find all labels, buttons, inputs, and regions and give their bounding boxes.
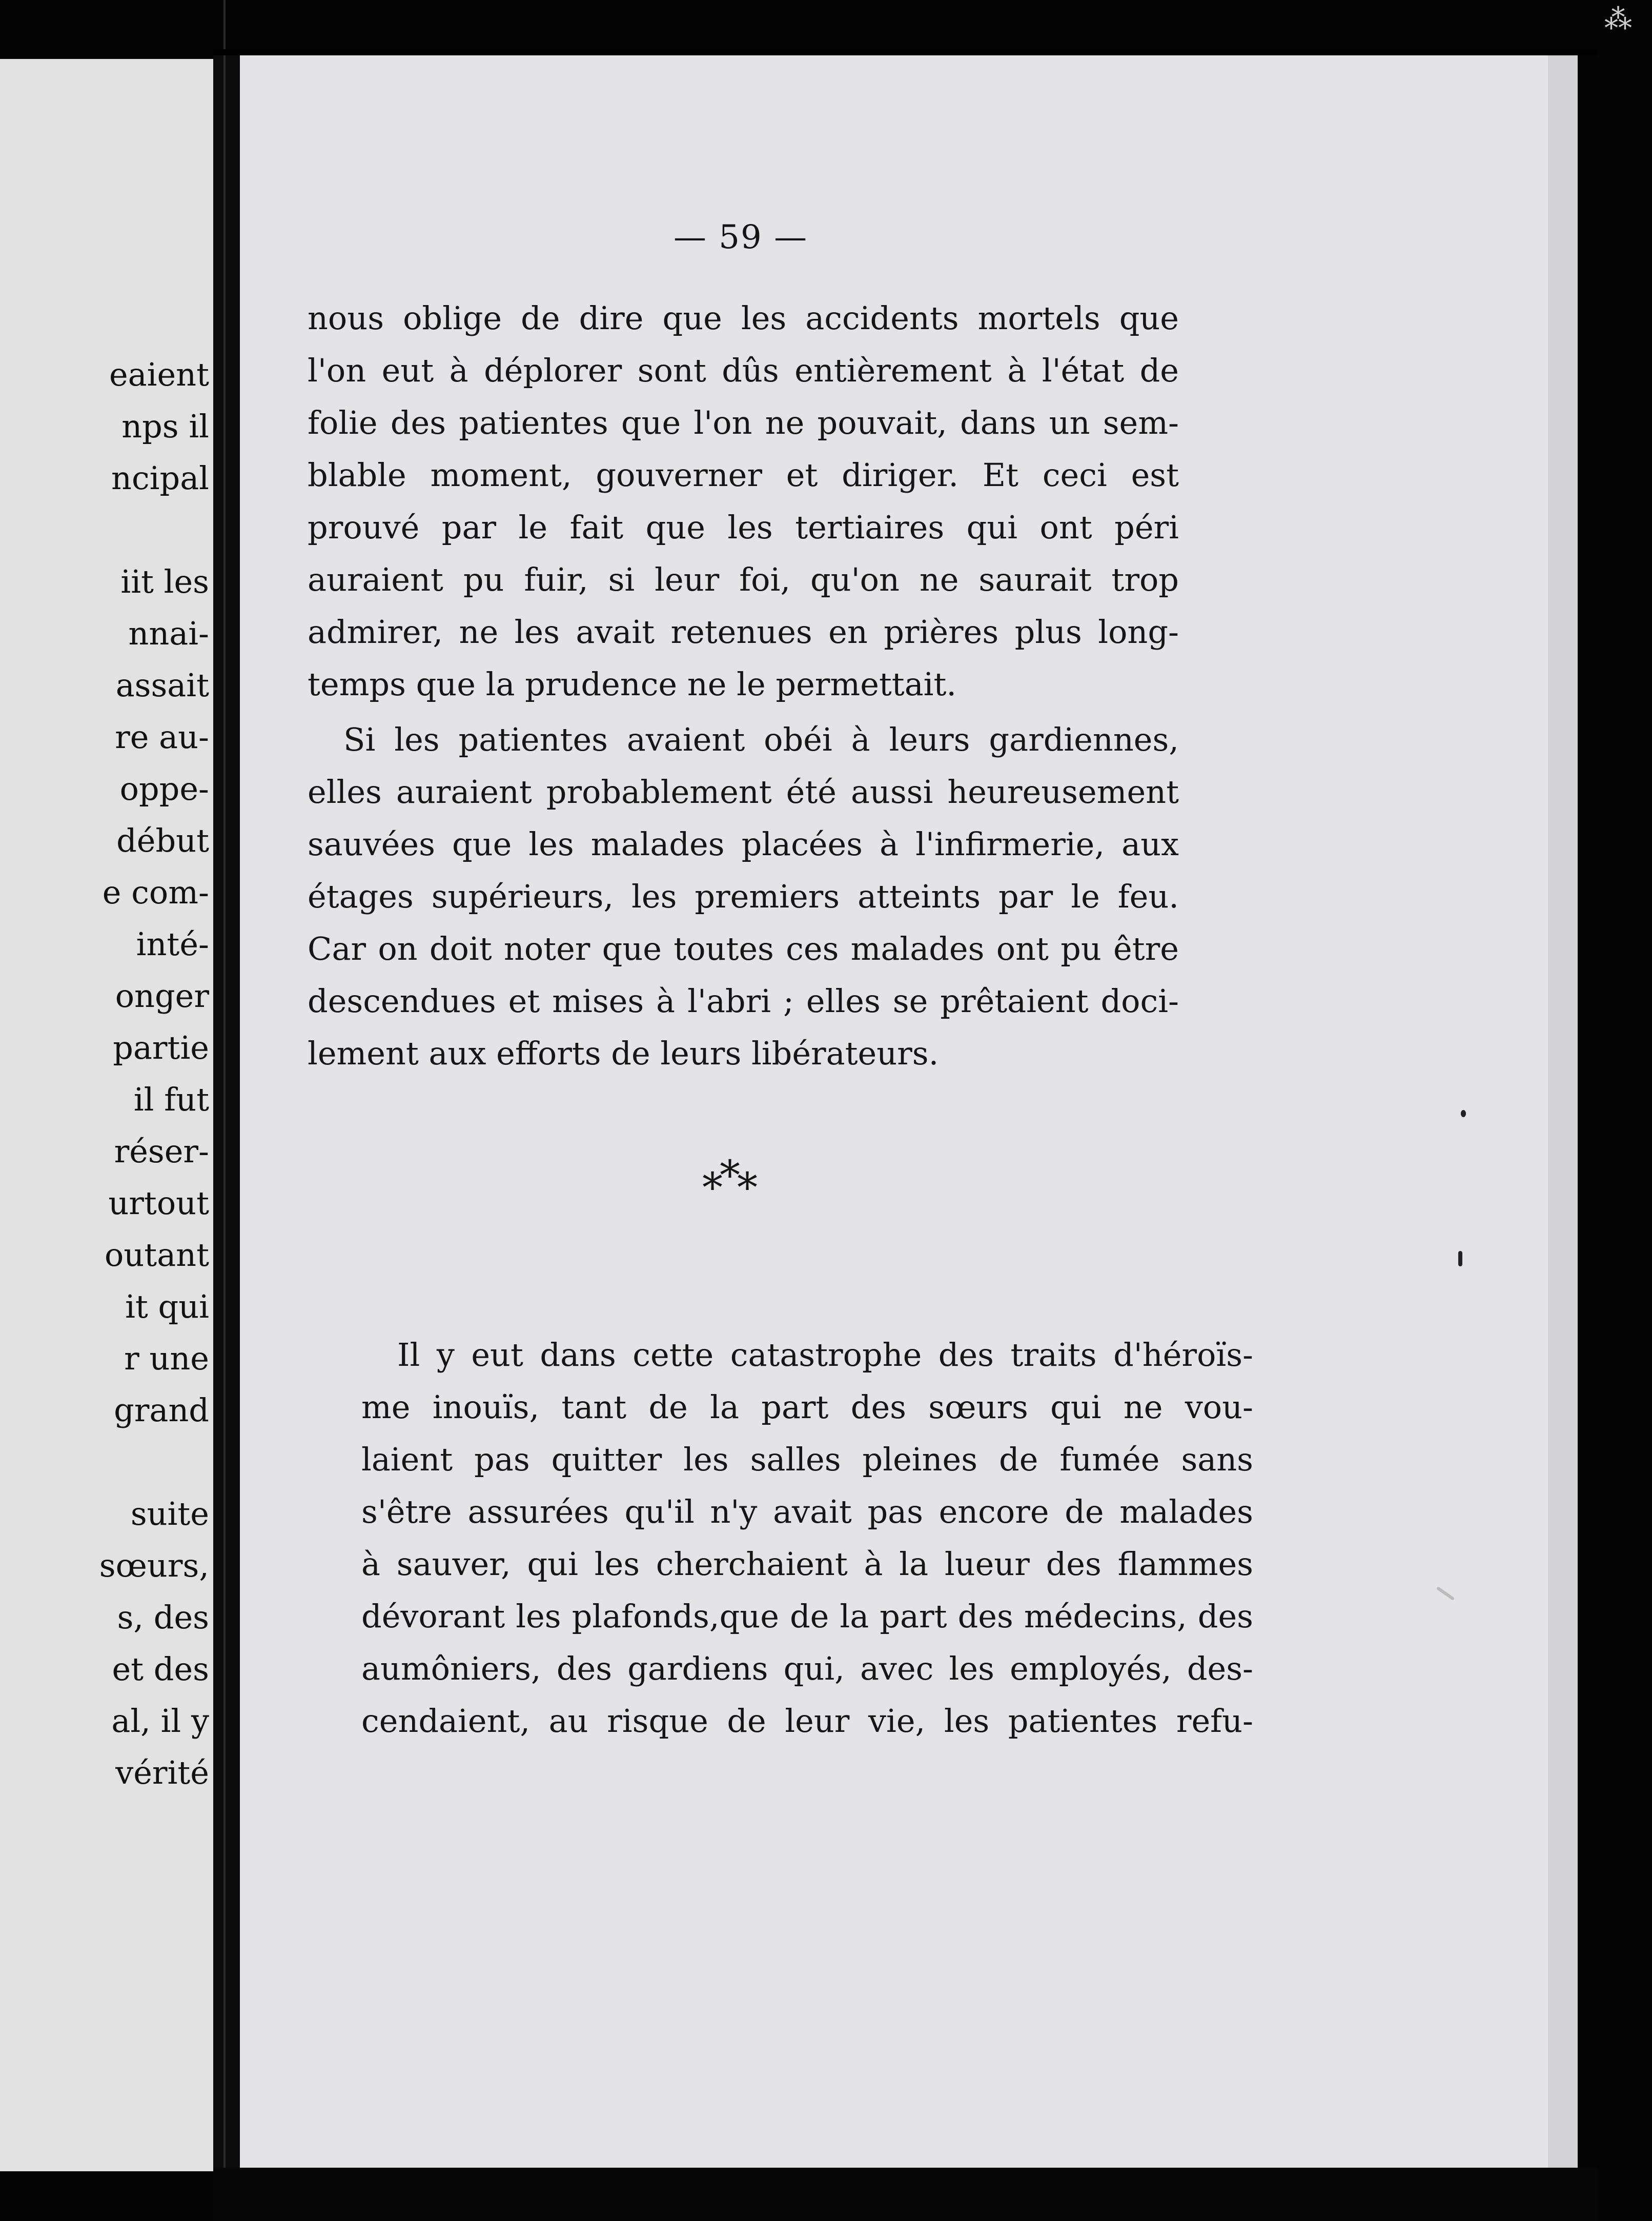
left-line: s, des (117, 1599, 209, 1636)
left-line: partie (113, 1029, 209, 1066)
left-line: assait (115, 667, 209, 704)
left-line: iit les (120, 563, 209, 600)
left-line: ncipal (111, 459, 209, 497)
left-line: nnai- (128, 615, 209, 652)
text-line: dévorant les plafonds,que de la part des médecins, des (361, 1598, 1253, 1635)
left-line: urtout (108, 1184, 209, 1222)
left-line: it qui (125, 1288, 209, 1325)
text-line: l'on eut à déplorer sont dûs entièrement à l'état de (308, 352, 1179, 389)
text-line: me inouïs, tant de la part des sœurs qui ne vou- (361, 1388, 1253, 1426)
left-page-fragment (0, 59, 213, 2171)
left-line: nps il (121, 408, 209, 445)
left-line (4, 504, 209, 556)
paragraph-2 (308, 714, 1179, 1080)
paragraph-1 (308, 292, 1179, 711)
text-line: blable moment, gouverner et diriger. Et ceci est (308, 456, 1179, 494)
page-edge-shadow (1548, 55, 1578, 2168)
text-line: sauvées que les malades placées à l'infirmerie, aux (308, 825, 1179, 863)
left-line: eaient (109, 356, 209, 393)
text-line: aumôniers, des gardiens qui, avec les employés, des- (361, 1650, 1253, 1687)
left-line (4, 1436, 209, 1488)
book-gutter (213, 51, 240, 2221)
left-line: grand (114, 1391, 209, 1429)
left-line: onger (115, 977, 209, 1015)
left-line: outant (105, 1236, 209, 1274)
left-line: début (116, 822, 209, 859)
text-line: laient pas quitter les salles pleines de fumée sans (361, 1441, 1253, 1478)
left-line: al, il y (111, 1702, 209, 1740)
section-separator-asterism (702, 1152, 754, 1212)
text-line: admirer, ne les avait retenues en prières plus long- (308, 613, 1179, 651)
left-line: r une (124, 1340, 209, 1377)
text-line: Si les patientes avaient obéi à leurs gardiennes, (343, 721, 1179, 758)
left-line: réser- (114, 1133, 209, 1170)
top-border (213, 49, 1597, 55)
left-line: suite (130, 1495, 209, 1532)
bottom-border (213, 2168, 1597, 2221)
scan-speck (1458, 1251, 1462, 1266)
left-line: e com- (102, 874, 209, 911)
text-line: lement aux efforts de leurs libérateurs. (308, 1035, 939, 1072)
left-line: vérité (115, 1754, 209, 1791)
left-line: et des (112, 1650, 209, 1688)
text-line: auraient pu fuir, si leur foi, qu'on ne saurait trop (308, 561, 1179, 598)
text-line: étages supérieurs, les premiers atteints par le feu. (308, 878, 1179, 915)
text-line: elles auraient probablement été aussi heureusement (308, 773, 1179, 811)
text-line: descendues et mises à l'abri ; elles se prêtaient doci- (308, 982, 1179, 1020)
asterisk-right: * (737, 1164, 754, 1212)
text-line: nous oblige de dire que les accidents mortels que (308, 299, 1179, 337)
left-line: sœurs, (99, 1547, 209, 1584)
page-number: — 59 — (673, 218, 808, 256)
text-line: temps que la prudence ne le permettait. (308, 665, 957, 703)
text-line: à sauver, qui les cherchaient à la lueur des flammes (361, 1545, 1253, 1583)
left-line: il fut (133, 1081, 209, 1118)
text-line: cendaient, au risque de leur vie, les patientes refu- (361, 1702, 1253, 1740)
text-line: Car on doit noter que toutes ces malades ont pu être (308, 930, 1179, 967)
asterisk-left: * (702, 1164, 720, 1212)
left-page-text (4, 349, 209, 1799)
gutter-divider (223, 0, 226, 2221)
left-line: inté- (136, 925, 209, 963)
scan-corner-mark: ⁂ (1604, 3, 1632, 35)
scan-speck (1461, 1110, 1466, 1117)
left-line: oppe- (119, 770, 209, 807)
text-line: Il y eut dans cette catastrophe des traits d'héroïs- (397, 1336, 1253, 1374)
text-line: prouvé par le fait que les tertiaires qui ont péri (308, 509, 1179, 546)
left-line: re au- (115, 718, 209, 756)
paragraph-3 (361, 1329, 1253, 1747)
text-line: s'être assurées qu'il n'y avait pas encore de malades (361, 1493, 1253, 1530)
text-line: folie des patientes que l'on ne pouvait, dans un sem- (308, 404, 1179, 441)
asterisk-mid: * (720, 1152, 737, 1199)
